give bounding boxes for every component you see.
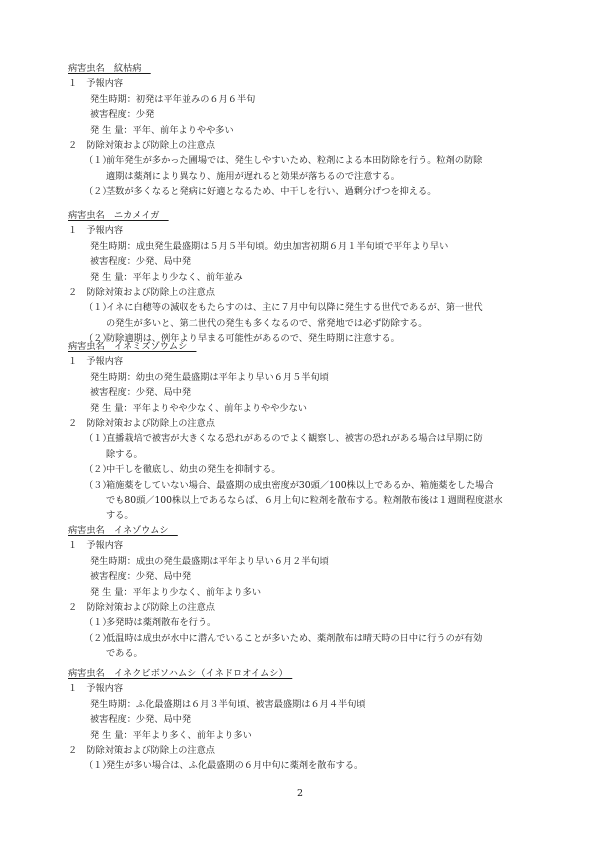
note-number: （３）: [84, 479, 112, 491]
note-line: 多発時は薬剤散布を行う。: [106, 617, 217, 629]
block-heading: １ 予報内容: [68, 78, 124, 90]
note-line: の発生が多いと、第二世代の発生も多くなるので、常発地では必ず防除する。: [106, 317, 428, 329]
block-heading: ２ 防除対策および防除上の注意点: [68, 140, 215, 151]
forecast-item: 発 生 量：平年よりやや少なく、前年よりやや少ない: [90, 402, 307, 414]
note-line: 防除適期は、例年より早まる可能性があるので、発生時期に注意する。: [106, 333, 400, 345]
forecast-item: 発 生 量：平年より少なく、前年より多い: [90, 586, 262, 598]
note-line: 箱施薬をしていない場合、最盛期の成虫密度が30頭／100株以上であるか、箱施薬をした場合: [106, 479, 494, 491]
block-heading: １ 予報内容: [68, 225, 124, 237]
forecast-item: 被害程度：少発、局中発: [90, 714, 192, 726]
forecast-item: 発 生 量：平年より少なく、前年並み: [90, 271, 243, 283]
forecast-item: 発 生 量：平年より多く、前年より多い: [90, 729, 252, 741]
note-line: 適期は薬剤により異なり、施用が遅れると効果が落ちるので注意する。: [106, 170, 400, 182]
forecast-item: 発生時期：幼虫の発生最盛期は平年より早い６月５半旬頃: [90, 371, 329, 383]
note-number: （２）: [84, 186, 112, 198]
note-line: でも80頭／100株以上であるならば、６月上旬に粒剤を散布する。粒剤散布後は１週間程度湛水: [106, 495, 503, 506]
pest-title: 病害虫名 紋枯病: [68, 63, 151, 74]
block-heading: ２ 防除対策および防除上の注意点: [68, 745, 215, 756]
block-heading: １ 予報内容: [68, 540, 124, 552]
note-number: （１）: [84, 155, 112, 167]
block-heading: １ 予報内容: [68, 356, 124, 368]
note-line: 除する。: [106, 448, 143, 460]
forecast-item: 被害程度：少発、局中発: [90, 387, 192, 399]
note-line: イネに白穂等の減収をもたらすのは、主に７月中旬以降に発生する世代であるが、第一世代: [106, 302, 483, 314]
note-line: する。: [106, 510, 134, 522]
note-line: 茎数が多くなると発病に好適となるため、中干しを行い、過剰分げつを抑える。: [106, 186, 437, 198]
forecast-item: 被害程度：少発: [90, 109, 155, 121]
block-heading: ２ 防除対策および防除上の注意点: [68, 287, 215, 298]
block-heading: ２ 防除対策および防除上の注意点: [68, 602, 215, 613]
note-number: （１）: [84, 760, 112, 772]
note-line: 低温時は成虫が水中に潜んでいることが多いため、薬剤散布は晴天時の日中に行うのが有効: [106, 632, 483, 644]
note-line: 発生が多い場合は、ふ化最盛期の６月中旬に薬剤を散布する。: [106, 760, 364, 772]
page-number: 2: [296, 788, 304, 799]
forecast-item: 被害程度：少発、局中発: [90, 256, 192, 268]
note-number: （１）: [84, 302, 112, 314]
pest-title: 病害虫名 イネミズゾウムシ: [68, 341, 197, 352]
forecast-item: 発生時期：成虫の発生最盛期は平年より早い６月２半旬頃: [90, 555, 329, 567]
forecast-item: 発生時期：ふ化最盛期は６月３半旬頃、被害最盛期は６月４半旬頃: [90, 698, 366, 710]
forecast-item: 発生時期：初発は平年並みの６月６半旬: [90, 93, 256, 105]
note-number: （２）: [84, 632, 112, 644]
note-line: 直播栽培で被害が大きくなる恐れがあるのでよく観察し、被害の恐れがある場合は早期に防: [106, 433, 483, 445]
pest-title: 病害虫名 イネクビボソハムシ（イネドロオイムシ）: [68, 668, 293, 679]
note-number: （１）: [84, 617, 112, 629]
pest-title: 病害虫名 ニカメイガ: [68, 210, 169, 221]
note-number: （１）: [84, 433, 112, 445]
block-heading: ２ 防除対策および防除上の注意点: [68, 418, 215, 429]
block-heading: １ 予報内容: [68, 683, 124, 695]
forecast-item: 発生時期：成虫発生最盛期は５月５半旬頃。幼虫加害初期６月１半旬頃で平年より早い: [90, 240, 449, 252]
pest-title: 病害虫名 イネゾウムシ: [68, 525, 178, 536]
forecast-item: 被害程度：少発、局中発: [90, 571, 192, 583]
note-number: （２）: [84, 464, 112, 476]
forecast-item: 発 生 量：平年、前年よりやや多い: [90, 124, 234, 136]
note-line: である。: [106, 648, 143, 660]
note-number: （２）: [84, 333, 112, 345]
note-line: 前年発生が多かった圃場では、発生しやすいため、粒剤による本田防除を行う。粒剤の防除: [106, 155, 483, 167]
note-line: 中干しを徹底し、幼虫の発生を抑制する。: [106, 464, 281, 476]
